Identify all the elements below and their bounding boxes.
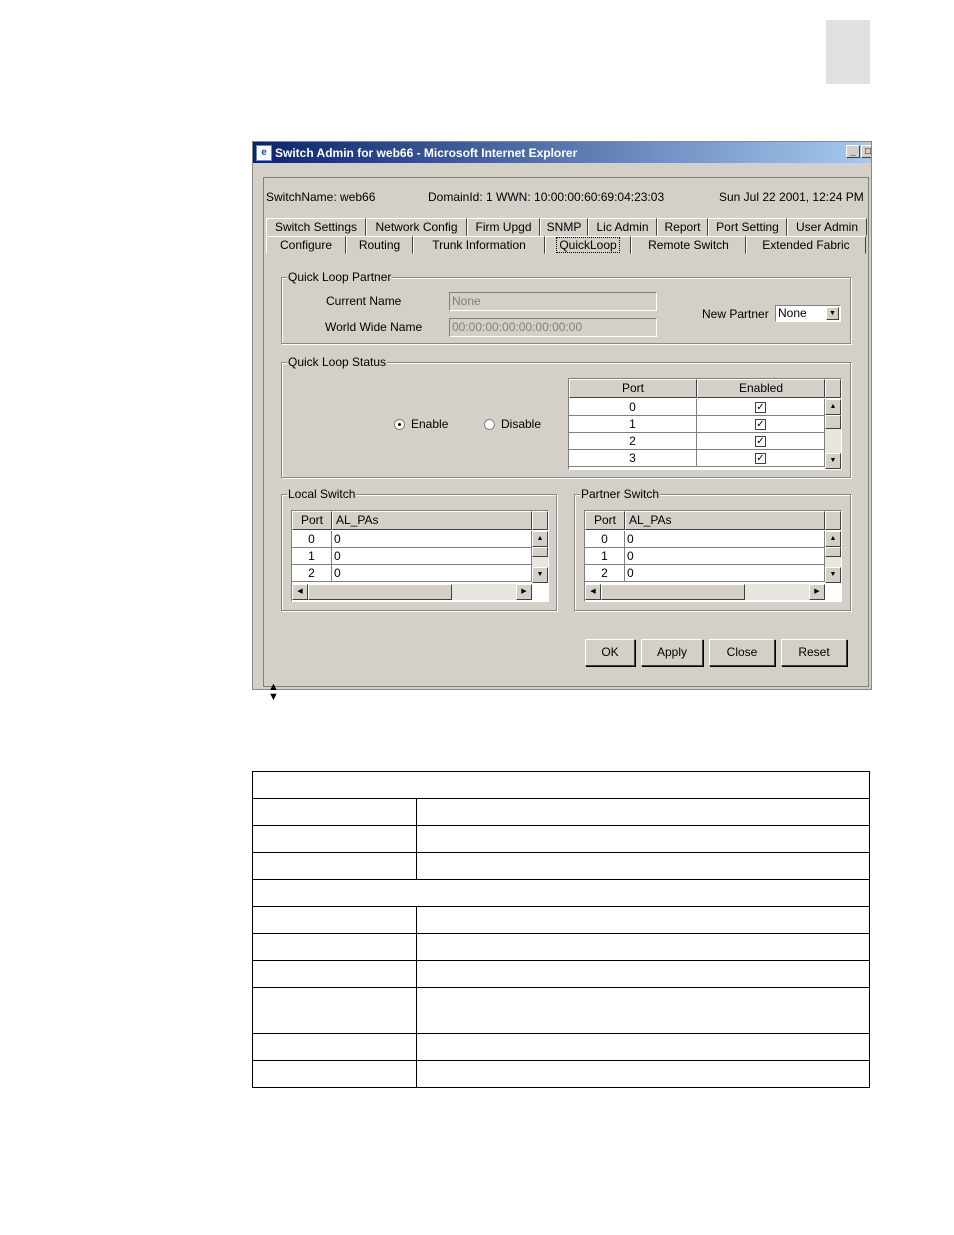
scroll-up-icon[interactable]: ▲: [532, 531, 548, 547]
table-cell-port: 0: [292, 531, 332, 548]
scroll-thumb[interactable]: [601, 584, 745, 600]
scroll-thumb[interactable]: [532, 547, 548, 557]
tab-switch-settings[interactable]: Switch Settings: [266, 218, 366, 236]
radio-selected-icon: [394, 419, 405, 430]
port-enabled-table: [568, 378, 842, 470]
close-button[interactable]: Close: [709, 639, 775, 666]
tab-extended-fabric[interactable]: Extended Fabric: [746, 236, 866, 254]
table-cell: [253, 961, 417, 988]
table-row: [253, 907, 870, 934]
tab-row-1: [266, 218, 867, 236]
tab-trunk-information[interactable]: Trunk Information: [413, 236, 545, 254]
col-header-port[interactable]: Port: [569, 379, 697, 398]
table-cell-port: 2: [292, 565, 332, 582]
horizontal-scrollbar[interactable]: [292, 584, 532, 600]
apply-button[interactable]: Apply: [641, 639, 703, 666]
scroll-down-icon[interactable]: ▼: [825, 453, 841, 469]
world-wide-name-label: World Wide Name: [325, 320, 423, 334]
tab-firm-upgd[interactable]: Firm Upgd: [467, 218, 540, 236]
table-cell-enabled[interactable]: [697, 433, 825, 450]
table-cell: [417, 961, 870, 988]
radio-unselected-icon: [484, 419, 495, 430]
chevron-down-icon[interactable]: ▼: [826, 307, 839, 320]
new-partner-select[interactable]: [775, 305, 841, 322]
date-time: Sun Jul 22 2001, 12:24 PM: [719, 190, 864, 204]
quick-loop-partner-group: [281, 270, 851, 344]
table-cell: [253, 907, 417, 934]
col-header-spacer: [825, 511, 841, 530]
tab-routing[interactable]: Routing: [346, 236, 413, 254]
disable-radio[interactable]: [484, 417, 541, 431]
table-cell-enabled[interactable]: [697, 450, 825, 467]
scroll-up-icon[interactable]: ▲: [825, 531, 841, 547]
table-cell: [417, 826, 870, 853]
current-name-label: Current Name: [326, 294, 402, 308]
table-row: [253, 961, 870, 988]
scroll-left-icon[interactable]: ◀: [585, 584, 601, 600]
table-cell: [253, 880, 870, 907]
table-cell-alpa: 0: [625, 565, 825, 582]
local-switch-group: [281, 487, 557, 611]
partner-switch-title: Partner Switch: [581, 487, 660, 501]
table-cell: [253, 853, 417, 880]
tab-row-2: [266, 236, 866, 254]
table-cell-enabled[interactable]: [697, 416, 825, 433]
table-cell: [253, 799, 417, 826]
quick-loop-status-title: Quick Loop Status: [288, 355, 387, 369]
admin-panel: [263, 177, 869, 687]
world-wide-name-field[interactable]: 00:00:00:00:00:00:00:00: [449, 318, 657, 337]
table-cell: [417, 988, 870, 1034]
partner-switch-table: [584, 510, 842, 602]
col-header-alpas[interactable]: AL_PAs: [625, 511, 825, 530]
tab-network-config[interactable]: Network Config: [366, 218, 467, 236]
current-name-field[interactable]: None: [449, 292, 657, 311]
scroll-thumb[interactable]: [825, 547, 841, 557]
page-tab-marker: [826, 20, 870, 84]
tab-port-setting[interactable]: Port Setting: [708, 218, 787, 236]
new-partner-label: New Partner: [702, 307, 769, 321]
title-bar: [253, 142, 872, 163]
table-cell: [253, 934, 417, 961]
reference-table: [252, 771, 870, 1088]
scroll-down-icon[interactable]: ▼: [532, 567, 548, 583]
table-cell-alpa: 0: [625, 531, 825, 548]
vertical-scrollbar[interactable]: [825, 531, 841, 583]
table-cell: [417, 1034, 870, 1061]
col-header-spacer: [532, 511, 548, 530]
tab-report[interactable]: Report: [657, 218, 708, 236]
switch-admin-window: [252, 141, 872, 690]
scroll-up-icon[interactable]: ▲: [825, 399, 841, 415]
col-header-port[interactable]: Port: [292, 511, 332, 530]
scroll-right-icon[interactable]: ▶: [516, 584, 532, 600]
scroll-left-icon[interactable]: ◀: [292, 584, 308, 600]
vertical-scrollbar[interactable]: [532, 531, 548, 583]
scroll-thumb[interactable]: [825, 415, 841, 429]
resize-arrows-icon: ▲ ▼: [268, 681, 279, 703]
table-row: [253, 934, 870, 961]
scroll-down-icon[interactable]: ▼: [825, 567, 841, 583]
tab-remote-switch[interactable]: Remote Switch: [631, 236, 746, 254]
table-cell: [417, 1061, 870, 1088]
col-header-enabled[interactable]: Enabled: [697, 379, 825, 398]
quick-loop-status-group: [281, 355, 851, 478]
switch-name: SwitchName: web66: [266, 190, 376, 204]
horizontal-scrollbar[interactable]: [585, 584, 825, 600]
quick-loop-partner-title: Quick Loop Partner: [288, 270, 392, 284]
table-cell: [417, 907, 870, 934]
table-cell-port: 0: [569, 399, 697, 416]
tab-lic-admin[interactable]: Lic Admin: [588, 218, 657, 236]
checkbox-checked-icon[interactable]: ✓: [756, 419, 765, 431]
col-header-spacer: [825, 379, 841, 398]
maximize-button[interactable]: □: [861, 145, 872, 158]
ok-button[interactable]: OK: [585, 639, 635, 666]
table-row: [253, 853, 870, 880]
reset-button[interactable]: Reset: [781, 639, 847, 666]
table-cell-alpa: 0: [332, 548, 532, 565]
scroll-right-icon[interactable]: ▶: [809, 584, 825, 600]
minimize-button[interactable]: _: [846, 145, 860, 158]
table-row: [253, 799, 870, 826]
table-cell-enabled[interactable]: [697, 399, 825, 416]
table-cell: [417, 853, 870, 880]
table-cell-port: 1: [585, 548, 625, 565]
table-row: [253, 826, 870, 853]
table-row: [253, 1034, 870, 1061]
tab-configure[interactable]: Configure: [266, 236, 346, 254]
local-switch-table: [291, 510, 549, 602]
enable-radio[interactable]: [394, 417, 448, 431]
table-cell-port: 3: [569, 450, 697, 467]
col-header-alpas[interactable]: AL_PAs: [332, 511, 532, 530]
table-cell: [253, 826, 417, 853]
table-row: [253, 988, 870, 1034]
checkbox-checked-icon[interactable]: ✓: [756, 453, 765, 465]
table-cell: [253, 988, 417, 1034]
tab-snmp[interactable]: SNMP: [540, 218, 588, 236]
checkbox-checked-icon[interactable]: ✓: [756, 402, 765, 414]
col-header-port[interactable]: Port: [585, 511, 625, 530]
table-row: [253, 772, 870, 799]
table-cell-alpa: 0: [625, 548, 825, 565]
table-row: [253, 1061, 870, 1088]
tab-user-admin[interactable]: User Admin: [787, 218, 867, 236]
table-cell-port: 0: [585, 531, 625, 548]
table-cell: [417, 934, 870, 961]
table-cell: [417, 799, 870, 826]
table-cell-port: 1: [292, 548, 332, 565]
disable-label: Disable: [501, 417, 542, 431]
ie-icon: e: [256, 145, 272, 161]
scroll-thumb[interactable]: [308, 584, 452, 600]
vertical-scrollbar[interactable]: [825, 399, 841, 469]
checkbox-checked-icon[interactable]: ✓: [756, 436, 765, 448]
local-switch-title: Local Switch: [288, 487, 356, 501]
new-partner-value: None: [778, 306, 807, 320]
table-cell-port: 1: [569, 416, 697, 433]
table-cell-alpa: 0: [332, 565, 532, 582]
table-cell: [253, 772, 870, 799]
partner-switch-group: [574, 487, 851, 611]
enable-label: Enable: [411, 417, 449, 431]
tab-quickloop[interactable]: QuickLoop: [545, 236, 631, 254]
domain-wwn: DomainId: 1 WWN: 10:00:00:60:69:04:23:03: [428, 190, 665, 204]
table-cell-alpa: 0: [332, 531, 532, 548]
table-cell: [253, 1061, 417, 1088]
table-cell: [253, 1034, 417, 1061]
table-cell-port: 2: [585, 565, 625, 582]
table-row: [253, 880, 870, 907]
window-title: Switch Admin for web66 - Microsoft Internet Explorer: [275, 145, 578, 160]
table-cell-port: 2: [569, 433, 697, 450]
